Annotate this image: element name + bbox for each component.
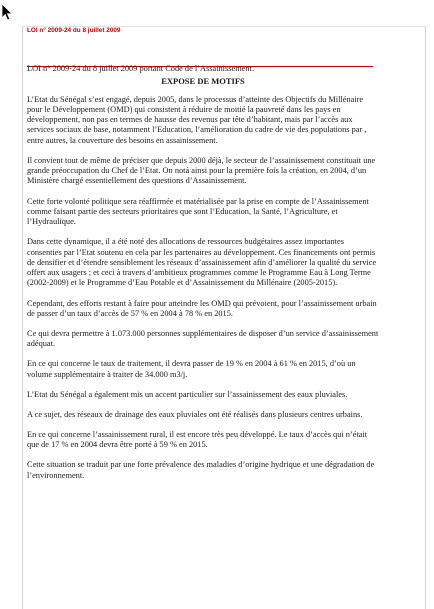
paragraph-omd-commitment: L’Etat du Sénégal s’est engagé, depuis 2005, dans le processus d’atteinte des Objectifs du Millénaire pour le Développement (OMD) qui consistent à réduire de moitié la pauvreté dans les pays en développement, non pas en termes de hausse des revenus par tête d’habitant, mais par l’accès aux services sociaux de base, notamment l’Education, l’amélioration du cadre de vie des populations par , entre autres, la couverture des besoins en assainissement.	[27, 94, 367, 145]
running-header: LOI n° 2009-24 du 8 juillet 2009	[27, 27, 121, 34]
paragraph-drainage-networks: A ce sujet, des réseaux de drainage des eaux pluviales ont été réalisés dans plusieurs centres urbains.	[27, 409, 363, 419]
paragraph-rural-sanitation: En ce qui concerne l’assainissement rural, il est encore très peu développé. Le taux d’accès qui n’était que de 17 % en 2004 devra être porté à 59 % en 2015.	[27, 429, 368, 450]
paragraph-budget-allocations: Dans cette dynamique, il a été noté des allocations de ressources budgétaires assez importantes consenties par l’Etat soutenu en cela par les partenaires au développement. Ces financements ont permis de densifier et d’étendre sensiblement les réseaux d’assainissement afin d’améliorer la qualité du service offert aux usagers ; et ceci à travers d’ambitieux programmes comme le Programme Eau à Long Terme (2002-2009) et le Programme d’Eau Potable et d’Assainissement du Millénaire (2005-2015).	[27, 237, 377, 288]
paragraph-priority-sectors: Cette forte volonté politique sera réaffirmée et matérialisée par la prise en compte de l’Assainissement comme faisant partie des secteurs prioritaires que sont l’Education, la Santé, l’Agriculture, et l’Hydraulique.	[27, 196, 369, 227]
law-title: LOI n° 2009-24 du 8 juillet 2009 portant Code de l’Assainissement.	[27, 64, 254, 73]
paragraph-ministry-creation: Il convient tout de même de préciser que depuis 2000 déjà, le secteur de l’assainissement constituait une grande préoccupation du Chef de l’Etat. On notá ainsi pour la première fois la création, en 2004, d’un Ministère chargé essentiellement des questions d’Assainissement.	[27, 155, 376, 186]
mouse-pointer-icon	[1, 3, 13, 21]
paragraph-urban-access-target: Cependant, des efforts restant à faire pour atteindre les OMD qui prévoient, pour l’assainissement urbain de passer d’un taux d’accès de 57 % en 2004 à 78 % en 2015.	[27, 298, 377, 318]
paragraph-waterborne-diseases: Cette situation se traduit par une forte prévalence des maladies d’origine hydrique et une dégradation de l’environnement.	[27, 460, 375, 480]
section-title: EXPOSE DE MOTIFS	[161, 76, 245, 87]
paragraph-rainwater: L’Etat du Sénégal a également mis un accent particulier sur l’assainissement des eaux pluviales.	[27, 389, 348, 399]
paragraph-additional-people: Ce qui devra permettre à 1.073.000 personnes supplémentaires de disposer d’un service d’assainissement adéquat.	[27, 328, 379, 349]
paragraph-treatment-rate: En ce qui concerne le taux de traitement, il devra passer de 19 % en 2004 à 61 % en 2015, d’où un volume supplémentaire à traiter de 34.000 m3/j.	[27, 359, 356, 379]
document-body	[27, 64, 379, 491]
